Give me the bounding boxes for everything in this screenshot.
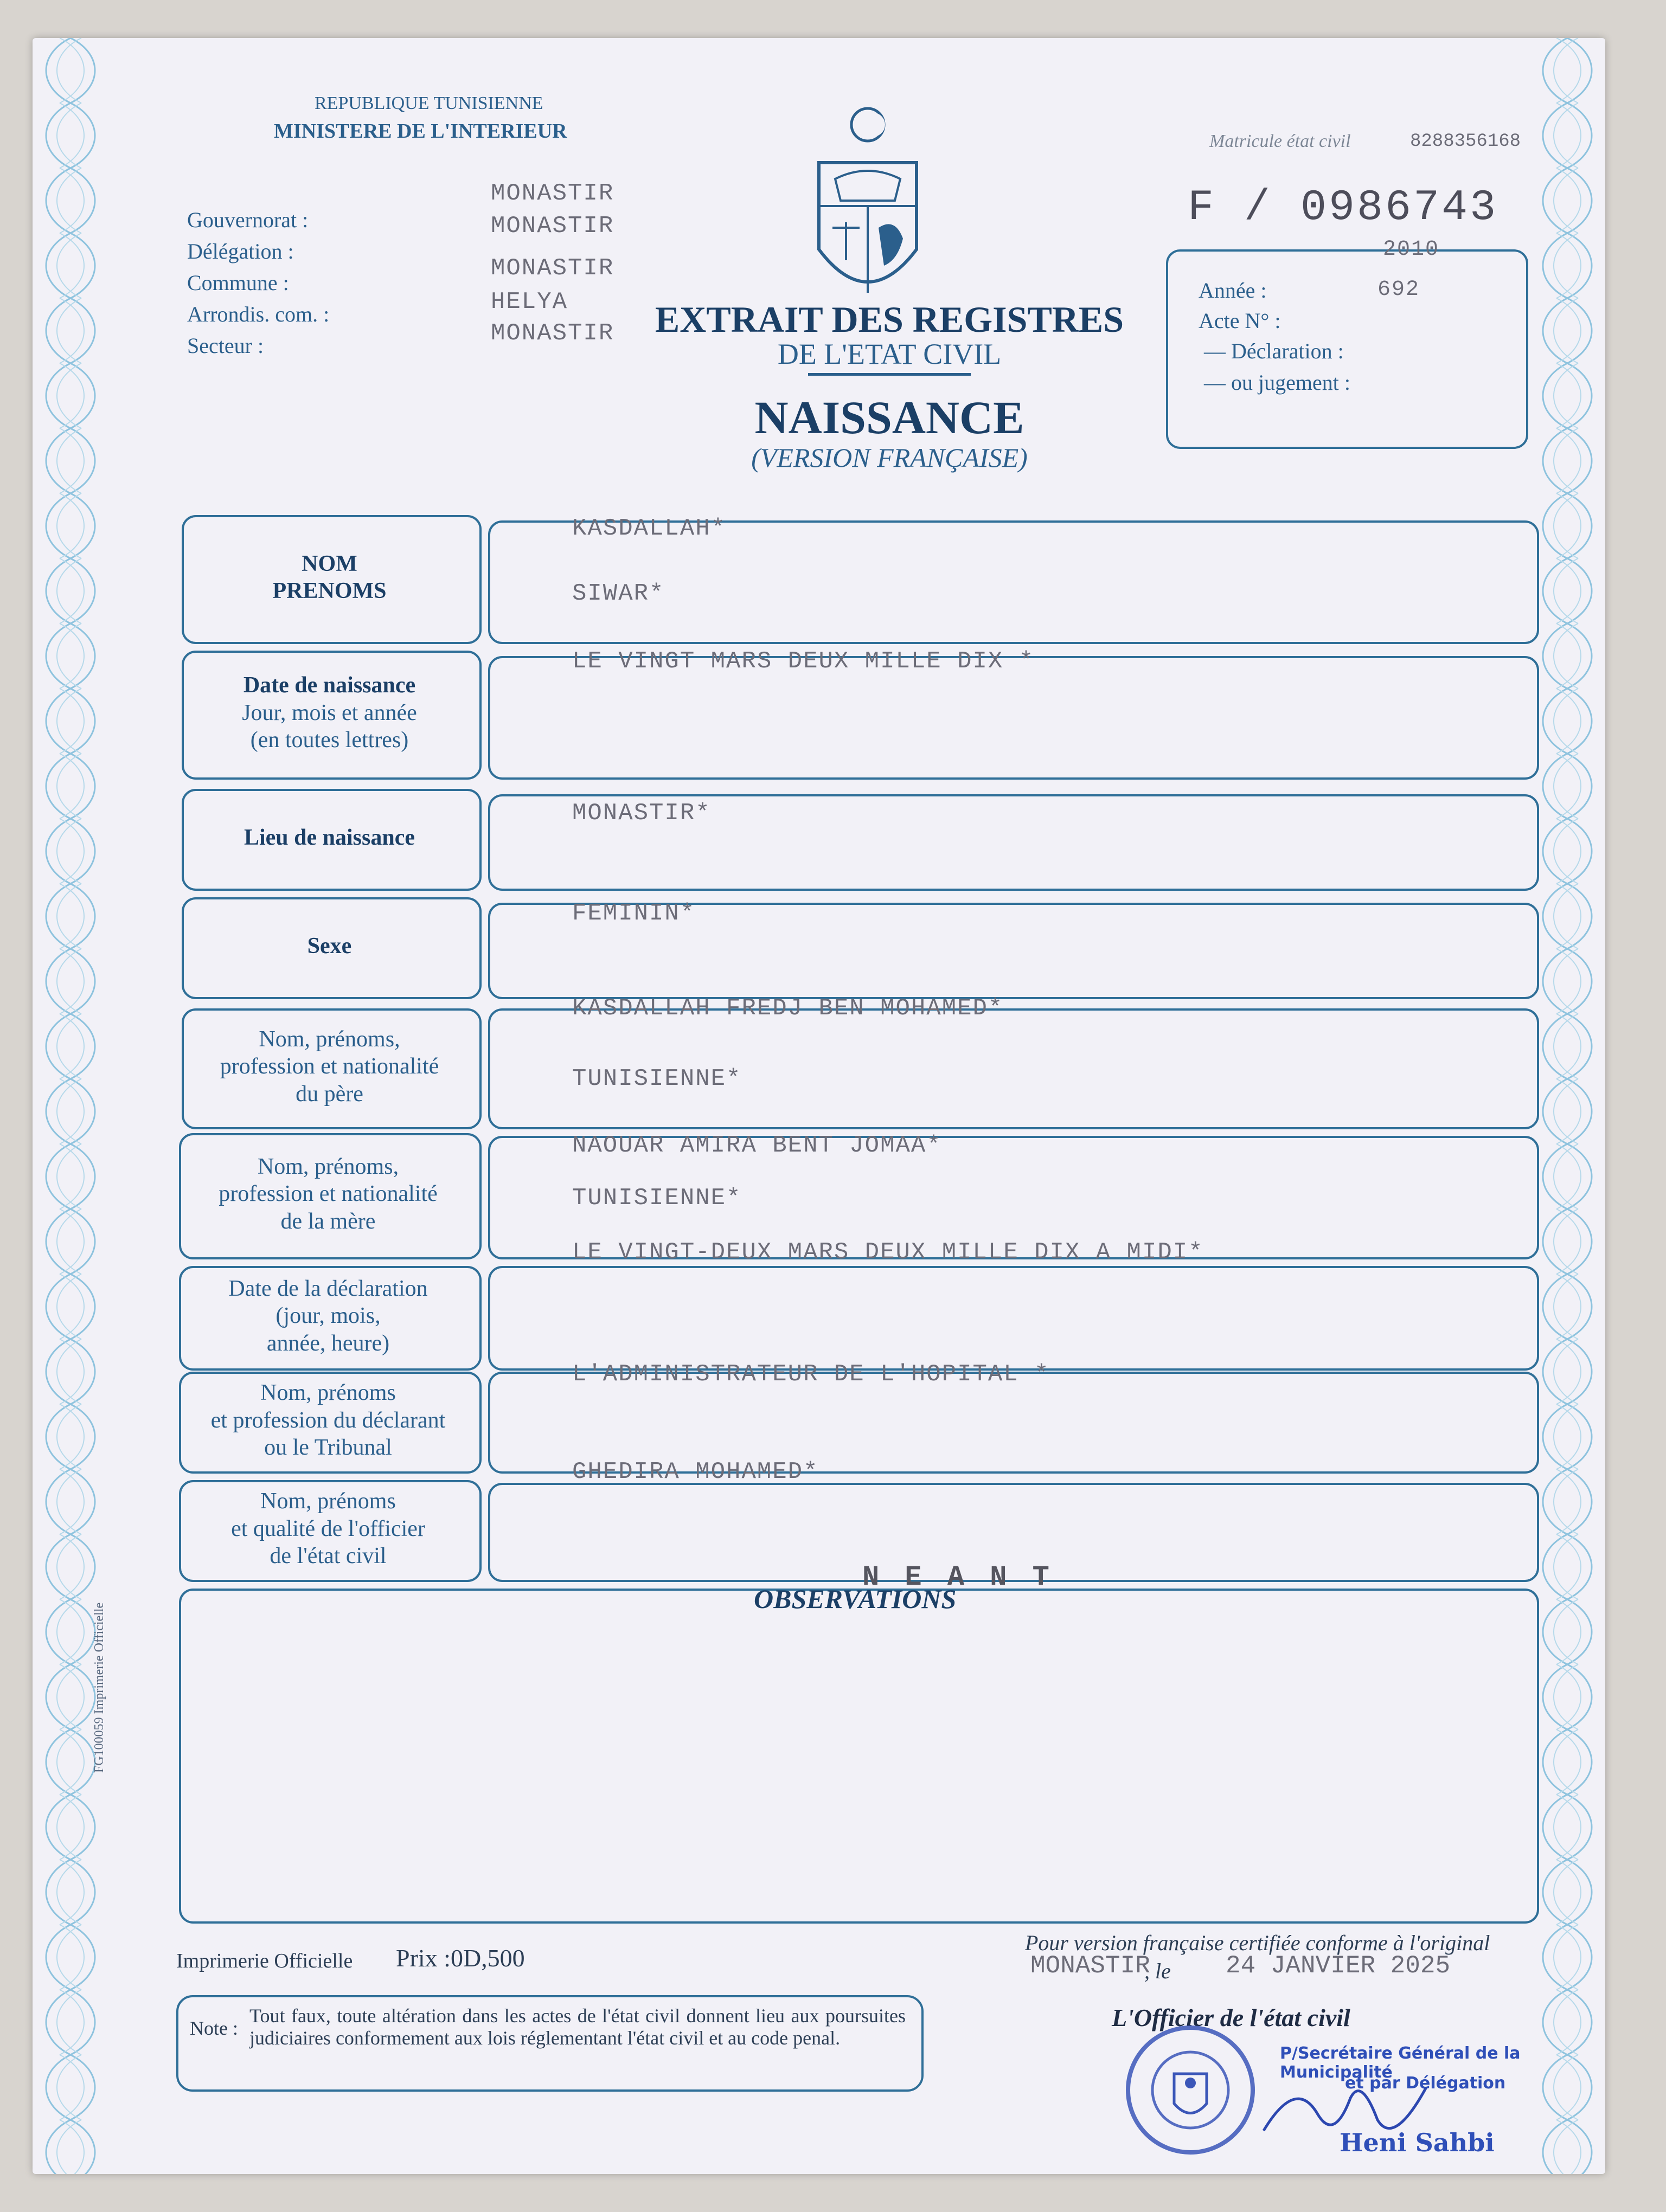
value-mere-nationalite: TUNISIENNE* — [572, 1185, 742, 1212]
jugement-label: — ou jugement : — [1204, 370, 1350, 395]
right-guilloche-border — [1529, 38, 1605, 2174]
printer-vertical-mark: FG100059 Imprimerie Officielle — [92, 1602, 106, 1773]
title-line2: DE L'ETAT CIVIL — [777, 338, 1002, 370]
delegation-value: MONASTIR — [491, 213, 614, 240]
officer-title: L'Officier de l'état civil — [1112, 2004, 1350, 2031]
value-officier: GHEDIRA MOHAMED* — [572, 1458, 819, 1486]
seal-text — [1123, 2022, 1258, 2158]
value-nom: KASDALLAH* — [572, 515, 727, 542]
stamp-line2: et par Délégation — [1345, 2074, 1506, 2093]
title-version: (VERSION FRANÇAISE) — [751, 442, 1028, 473]
label-sexe — [182, 897, 477, 995]
document-sheet — [33, 38, 1605, 2174]
gouvernorat-label: Gouvernorat : — [187, 208, 309, 232]
observations-box — [179, 1589, 1539, 1924]
left-guilloche-border — [33, 38, 108, 2174]
annee-label: Année : — [1199, 278, 1267, 303]
value-prenoms: SIWAR* — [572, 580, 665, 607]
label-officier-line3: de l'état civil — [270, 1544, 387, 1569]
value-box-declaration — [488, 1266, 1539, 1371]
label-declarant — [179, 1372, 477, 1469]
label-declaration-line1: Date de la déclaration — [228, 1276, 428, 1301]
label-mere-line3: de la mère — [280, 1208, 376, 1234]
label-lieu-text: Lieu de naissance — [244, 825, 415, 850]
label-officier — [179, 1480, 477, 1578]
value-declarant: L'ADMINISTRATEUR DE L'HOPITAL * — [572, 1361, 1050, 1388]
label-declarant-line3: ou le Tribunal — [264, 1435, 392, 1461]
label-mere-line1: Nom, prénoms, — [257, 1154, 399, 1179]
label-sexe-text: Sexe — [307, 933, 352, 959]
value-pere: KASDALLAH FREDJ BEN MOHAMED* — [572, 995, 1004, 1022]
label-mere-line2: profession et nationalité — [219, 1181, 438, 1207]
matricule-label: Matricule état civil — [1209, 131, 1351, 151]
label-officier-line1: Nom, prénoms — [260, 1489, 396, 1514]
place-value: MONASTIR — [1030, 1952, 1150, 1980]
label-declarant-line2: et profession du déclarant — [210, 1407, 446, 1433]
printer-name: Imprimerie Officielle — [176, 1950, 353, 1972]
gouvernorat-value: MONASTIR — [491, 180, 614, 207]
secteur-value: MONASTIR — [491, 320, 614, 347]
acte-label: Acte N° : — [1199, 308, 1281, 333]
label-officier-line2: et qualité de l'officier — [231, 1516, 425, 1541]
ministry-name: MINISTERE DE L'INTERIEUR — [274, 120, 567, 143]
label-date-naissance-line2: Jour, mois et année — [242, 700, 417, 725]
note-label: Note : — [190, 2017, 238, 2039]
value-lieu: MONASTIR* — [572, 800, 711, 827]
title-divider — [808, 373, 971, 376]
label-date-naissance-line1: Date de naissance — [243, 673, 416, 698]
note-text: Tout faux, toute altération dans les actes de l'état civil donnent lieu aux poursuites judiciaires conformement aux lois réglementant l'état civil et au code penal. — [249, 2005, 906, 2049]
stamp-line1: P/Secrétaire Général de la Municipalité — [1280, 2044, 1521, 2082]
label-date-naissance — [182, 651, 477, 775]
arrondissement-value: HELYA — [491, 288, 568, 316]
label-date-naissance-line3: (en toutes lettres) — [250, 728, 409, 753]
form-number: F / 0986743 — [1188, 183, 1498, 233]
observations-title: OBSERVATIONS — [754, 1584, 957, 1614]
value-declaration: LE VINGT-DEUX MARS DEUX MILLE DIX A MIDI* — [572, 1239, 1204, 1266]
title-line1: EXTRAIT DES REGISTRES — [655, 299, 1124, 340]
label-declaration-line2: (jour, mois, — [275, 1303, 381, 1329]
annee-value: 2010 — [1383, 237, 1440, 262]
commune-label: Commune : — [187, 271, 289, 295]
declaration-label: — Déclaration : — [1204, 339, 1344, 363]
label-pere-line2: profession et nationalité — [220, 1054, 439, 1079]
tunisia-coat-of-arms-icon — [803, 98, 933, 325]
label-pere-line3: du père — [296, 1081, 363, 1107]
label-declarant-line1: Nom, prénoms — [260, 1380, 396, 1406]
label-nom-line1: NOM — [302, 551, 357, 576]
value-pere-nationalite: TUNISIENNE* — [572, 1065, 742, 1092]
label-mere — [179, 1133, 477, 1255]
matricule-value: 8288356168 — [1410, 131, 1521, 152]
label-pere-line1: Nom, prénoms, — [259, 1026, 400, 1052]
title-main: NAISSANCE — [754, 391, 1024, 443]
arrondissement-label: Arrondis. com. : — [187, 302, 330, 326]
delegation-label: Délégation : — [187, 239, 294, 263]
label-nom-line2: PRENOMS — [272, 578, 387, 603]
label-lieu — [182, 789, 477, 886]
commune-value: MONASTIR — [491, 255, 614, 282]
value-date-naissance: LE VINGT MARS DEUX MILLE DIX * — [572, 648, 1035, 675]
acte-value: 692 — [1377, 278, 1420, 302]
secteur-label: Secteur : — [187, 333, 264, 358]
label-declaration-line3: année, heure) — [266, 1330, 390, 1356]
certified-text: Pour version française certifiée conforme à l'original — [1025, 1931, 1490, 1955]
value-sexe: FEMININ* — [572, 900, 696, 927]
date-value: 24 JANVIER 2025 — [1226, 1952, 1451, 1980]
value-mere: NAOUAR AMIRA BENT JOMAA* — [572, 1132, 942, 1159]
country-name: REPUBLIQUE TUNISIENNE — [315, 93, 543, 113]
le-label: , le — [1144, 1959, 1171, 1983]
label-declaration — [179, 1266, 477, 1366]
label-pere — [182, 1008, 477, 1125]
signatory-name: Heni Sahbi — [1340, 2128, 1495, 2157]
price: Prix :0D,500 — [396, 1944, 525, 1972]
label-nom — [182, 515, 477, 640]
observations-value: N E A N T — [862, 1561, 1054, 1593]
